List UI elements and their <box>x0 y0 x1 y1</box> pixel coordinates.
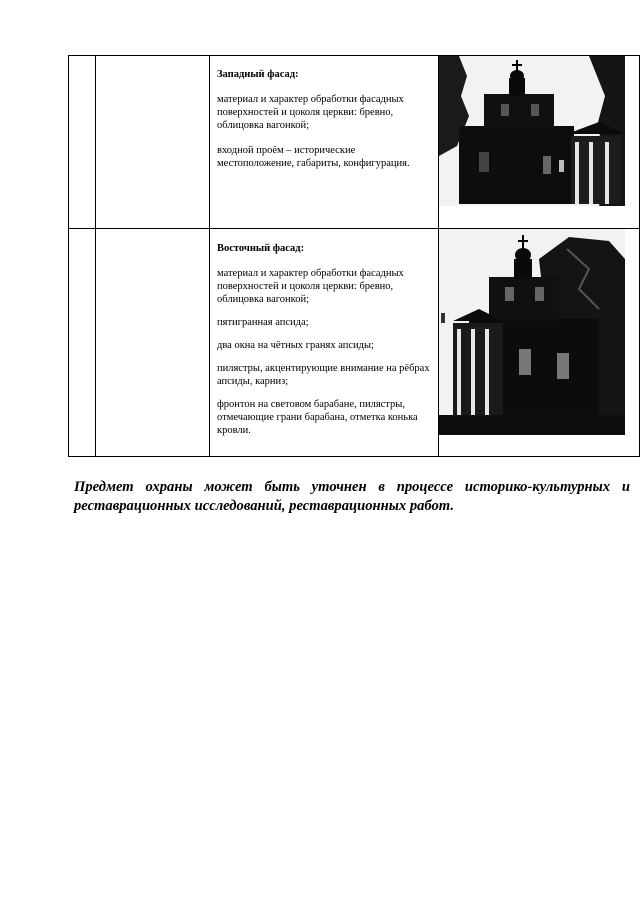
category-cell <box>96 229 210 457</box>
table-row-east-facade <box>69 229 640 457</box>
number-cell <box>69 229 96 457</box>
category-cell <box>96 56 210 229</box>
west-facade-item: входной проём – исторические местоположение, габариты, конфигурация. <box>217 145 410 169</box>
east-facade-item: пятигранная апсида; <box>217 317 309 328</box>
east-facade-item: два окна на чётных гранях апсиды; <box>217 340 374 351</box>
photo-cell <box>439 56 640 229</box>
east-facade-photo <box>439 229 625 435</box>
description-cell <box>210 229 439 457</box>
east-facade-item: пилястры, акцентирующие внимание на рёбрах апсиды, карниз; <box>217 363 430 387</box>
photo-cell <box>439 229 640 457</box>
protection-subject-table <box>68 55 640 457</box>
west-facade-heading: Западный фасад: <box>217 69 299 80</box>
east-facade-heading: Восточный фасад: <box>217 243 305 254</box>
west-facade-item: материал и характер обработки фасадных поверхностей и цоколя церкви: бревно, облицовка вагонкой; <box>217 94 404 131</box>
number-cell <box>69 56 96 229</box>
table-row-west-facade <box>69 56 640 229</box>
east-facade-item: материал и характер обработки фасадных поверхностей и цоколя церкви: бревно, облицовка вагонкой; <box>217 268 404 305</box>
protection-note: Предмет охраны может быть уточнен в процессе историко-культурных и реставрационных исследований, реставрационных работ. <box>74 479 630 514</box>
description-cell <box>210 56 439 229</box>
east-facade-item: фронтон на световом барабане, пилястры, отмечающие грани барабана, отметка конька кровли. <box>217 399 418 436</box>
west-facade-photo <box>439 56 625 206</box>
